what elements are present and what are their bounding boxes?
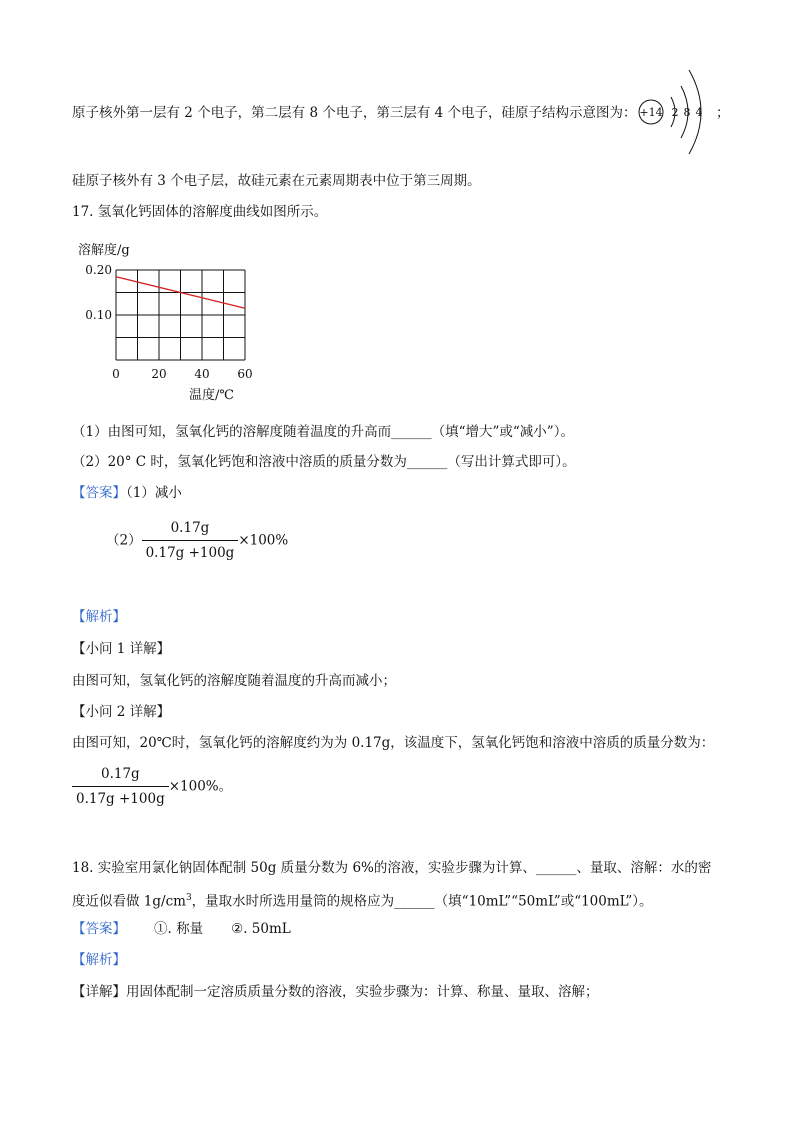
sub-question-1-text: 由图可知，氢氧化钙的溶解度随着温度的升高而减小； [72,673,396,689]
answer-tag: 【答案】 [72,485,126,501]
chart-ticks [85,263,252,381]
answer-18-1: ①. 称量 [154,921,204,937]
intro-line-1 [72,104,637,122]
answer-18-line [72,920,291,938]
silicon-atom-diagram [633,64,713,160]
sub-question-2-text: 由图可知，20℃时，氢氧化钙的溶解度约为为 0.17g，该温度下，氢氧化钙饱和溶液中溶质的质量分数为： [72,735,715,751]
chart-ylabel: 溶解度/g [78,243,130,258]
answer-fraction [142,518,239,563]
answer-18-2: ②. 50mL [231,921,291,937]
fraction-numerator-2: 0.17g [72,764,169,787]
question-18-line-1: 18. 实验室用氯化钠固体配制 50g 质量分数为 6%的溶液，实验步骤为计算、______、量取、溶解：水的密 [72,860,712,876]
y-tick-label: 0.10 [85,308,112,322]
answer-17-2-prefix: （2） [106,532,142,549]
fraction-denominator-2: 0.17g +100g [76,791,165,807]
fraction-period: 。 [218,778,233,795]
chart-grid [116,270,245,360]
analysis-tag: 【解析】 [72,609,126,625]
intro-line-1-text: 原子核外第一层有 2 个电子，第二层有 8 个电子，第三层有 4 个电子，硅原子结构示意图为： [72,105,637,121]
question-18-line-2: 度近似看做 $1g/cm^3$，量取水时所选用量筒的规格应为______（填“10mL”“50mL”或“100mL”）。 [72,893,653,910]
detail-text: 用固体配制一定溶质质量分数的溶液，实验步骤为：计算、称量、量取、溶解； [126,984,599,1000]
answer-tag-2: 【答案】 [72,921,126,937]
x-tick-label: 60 [237,367,253,381]
solubility-chart [72,236,292,408]
detail-tag: 【详解】 [72,984,126,1000]
sub-question-2-tag: 【小问 2 详解】 [72,704,171,720]
analysis-fraction-line [72,764,232,809]
x-tick-label: 20 [151,367,167,381]
cm-superscript: 3 [185,893,192,903]
intro-line-2: 硅原子核外有 3 个电子层，故硅元素在元素周期表中位于第三周期。 [72,173,481,189]
nucleus-charge: +14 [639,106,663,119]
shell-count-1: 2 [671,106,679,119]
sub-question-1-tag: 【小问 1 详解】 [72,641,171,657]
question-17-part-2: （2）20° C 时，氢氧化钙饱和溶液中溶质的质量分数为______（写出计算式即可）。 [72,454,576,470]
fraction-multiplier-2: ×100% [168,778,219,795]
question-17-part-1: （1）由图可知，氢氧化钙的溶解度随着温度的升高而______（填“增大”或“减小”）。 [72,424,574,440]
answer-17-line-2 [106,518,288,563]
question-17: 17. 氢氧化钙固体的溶解度曲线如图所示。 [72,204,328,220]
analysis-tag-2: 【解析】 [72,952,126,968]
x-tick-label: 40 [194,367,210,381]
shell-count-3: 4 [695,106,703,119]
shell-count-2: 8 [683,106,691,119]
answer-17-line-1 [72,484,182,502]
answer-17-1: （1）减小 [126,485,182,501]
y-tick-label: 0.20 [85,263,112,277]
detail-line [72,983,599,1001]
fraction-numerator: 0.17g [142,518,239,541]
chart-xlabel: 温度/℃ [189,388,234,403]
fraction-denominator: 0.17g +100g [145,545,235,561]
analysis-fraction [72,764,169,809]
x-tick-label: 0 [112,367,120,381]
intro-line-1-tail: ； [716,105,730,121]
fraction-multiplier: ×100% [238,532,289,549]
